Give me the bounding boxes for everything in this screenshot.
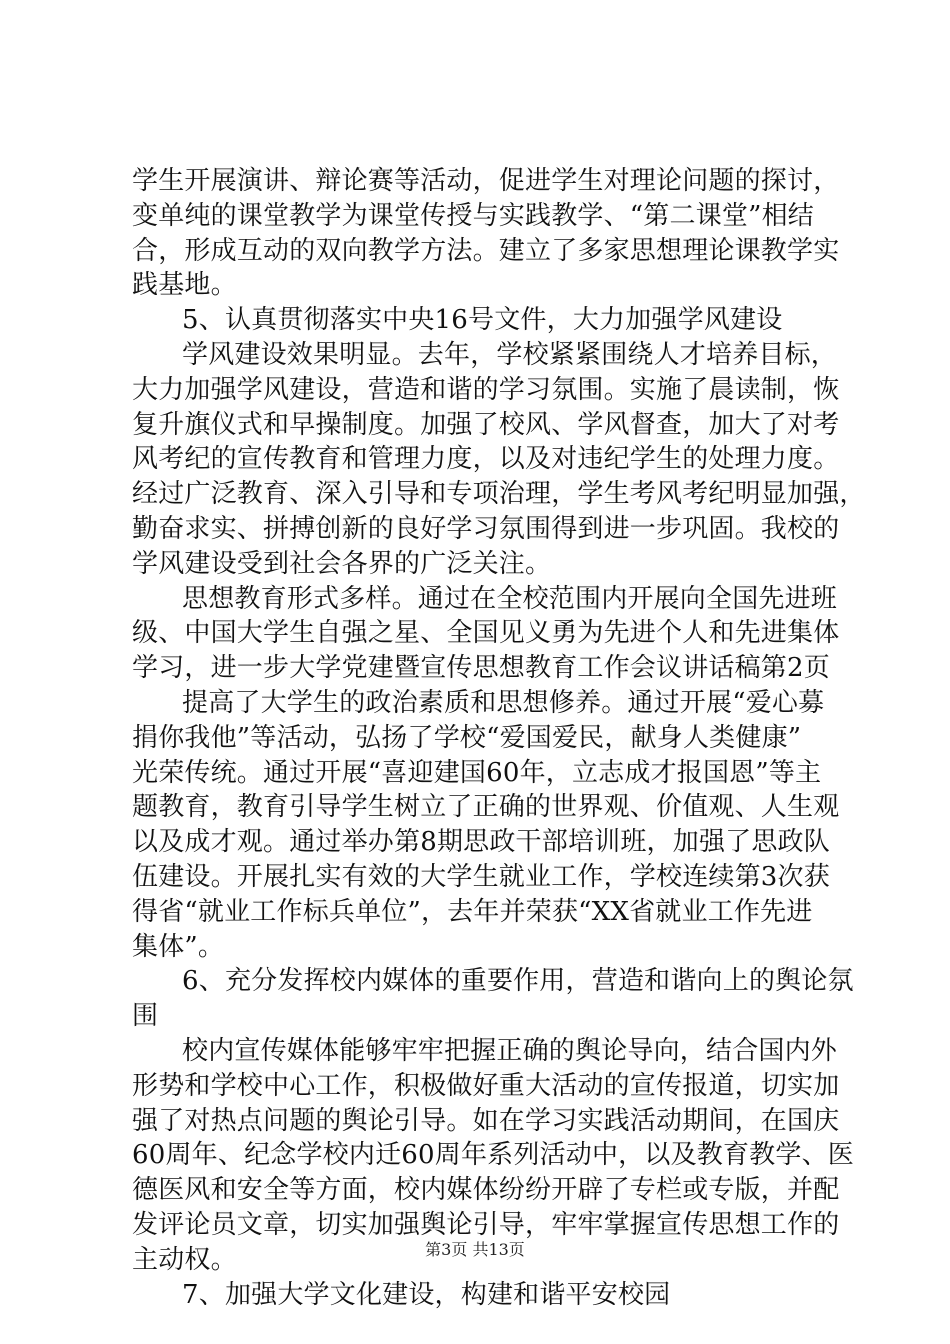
text-line: 经过广泛教育、深入引导和专项治理，学生考风考纪明显加强， (132, 479, 866, 510)
text-line: 伍建设。开展扎实有效的大学生就业工作，学校连续第3次获 (132, 861, 830, 892)
text-line: 题教育，教育引导学生树立了正确的世界观、价值观、人生观 (132, 792, 840, 823)
text-line: 合，形成互动的双向教学方法。建立了多家思想理论课教学实 (132, 235, 840, 266)
text-line: 大力加强学风建设，营造和谐的学习氛围。实施了晨读制，恢 (132, 374, 840, 405)
section-heading: 7、加强大学文化建设，构建和谐平安校园 (182, 1279, 671, 1310)
text-line: 校内宣传媒体能够牢牢把握正确的舆论导向，结合国内外 (182, 1035, 838, 1066)
section-heading: 5、认真贯彻落实中央16号文件，大力加强学风建设 (182, 305, 783, 336)
text-line: 学生开展演讲、辩论赛等活动，促进学生对理论问题的探讨， (132, 166, 840, 196)
text-line: 主动权。 (132, 1244, 237, 1275)
text-line: 以及成才观。通过举办第8期思政干部培训班，加强了思政队 (132, 827, 830, 858)
text-line: 捐你我他”等活动，弘扬了学校“爱国爱民，献身人类健康” (132, 722, 802, 753)
page-number-footer: 第3页 共13页 (425, 1240, 525, 1259)
text-line: 思想教育形式多样。通过在全校范围内开展向全国先进班 (182, 583, 838, 614)
text-line: 学习，进一步大学党建暨宣传思想教育工作会议讲话稿第2页 (132, 653, 830, 684)
text-line: 复升旗仪式和早操制度。加强了校风、学风督查，加大了对考 (132, 409, 840, 440)
text-line: 学风建设效果明显。去年，学校紧紧围绕人才培养目标， (182, 339, 838, 370)
section-heading-continuation: 围 (132, 1001, 159, 1032)
text-line: 形势和学校中心工作，积极做好重大活动的宣传报道，切实加 (132, 1070, 840, 1101)
text-line: 变单纯的课堂教学为课堂传授与实践教学、“第二课堂”相结 (132, 200, 814, 231)
section-heading: 6、充分发挥校内媒体的重要作用，营造和谐向上的舆论氛 (182, 966, 854, 997)
text-line: 提高了大学生的政治素质和思想修养。通过开展“爱心募 (182, 687, 825, 718)
text-line: 践基地。 (132, 270, 237, 301)
text-line: 发评论员文章，切实加强舆论引导，牢牢掌握宣传思想工作的 (132, 1209, 840, 1240)
text-line: 学风建设受到社会各界的广泛关注。 (132, 548, 552, 579)
text-line: 60周年、纪念学校内迁60周年系列活动中，以及教育教学、医 (132, 1140, 854, 1171)
text-line: 得省“就业工作标兵单位”，去年并荣获“XX省就业工作先进 (132, 896, 813, 927)
document-body (132, 164, 866, 1312)
text-line: 勤奋求实、拼搏创新的良好学习氛围得到进一步巩固。我校的 (132, 513, 840, 544)
text-line: 级、中国大学生自强之星、全国见义勇为先进个人和先进集体 (132, 618, 840, 649)
text-line: 集体”。 (132, 931, 225, 962)
text-line: 光荣传统。通过开展“喜迎建国60年，立志成才报国恩”等主 (132, 757, 822, 788)
text-line: 强了对热点问题的舆论引导。如在学习实践活动期间，在国庆 (132, 1105, 840, 1136)
text-line: 风考纪的宣传教育和管理力度，以及对违纪学生的处理力度。 (132, 444, 840, 475)
text-line: 德医风和安全等方面，校内媒体纷纷开辟了专栏或专版，并配 (132, 1175, 840, 1206)
